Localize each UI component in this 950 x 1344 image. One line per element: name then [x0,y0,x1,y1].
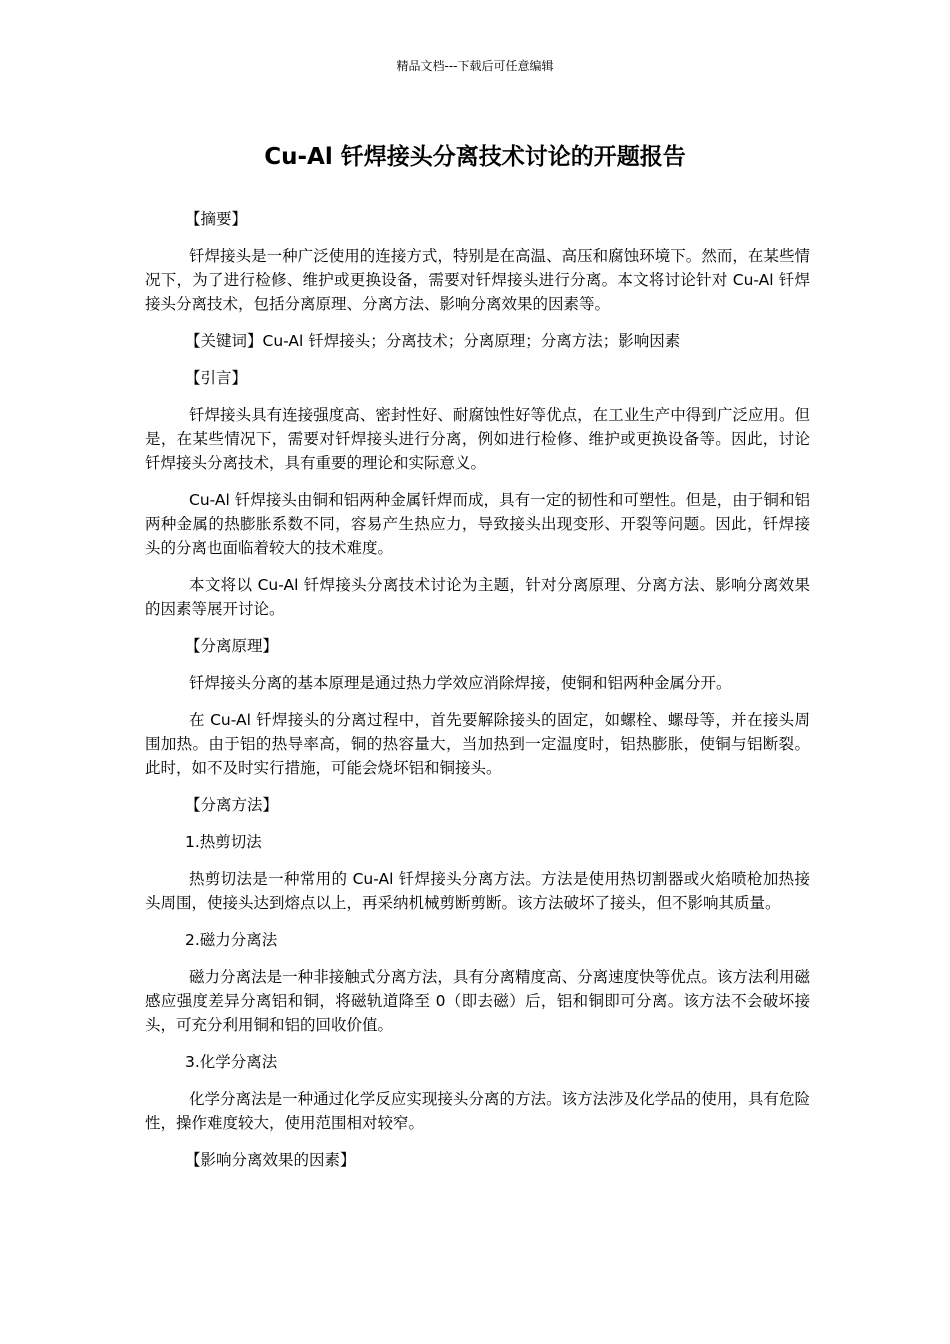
paragraph-principle-1: 钎焊接头分离的基本原理是通过热力学效应消除焊接，使铜和铝两种金属分开。 [189,674,732,692]
section-heading-introduction: 【引言】 [185,369,248,387]
header-note: 精品文档---下载后可任意编辑 [396,59,554,73]
paragraph-intro-2: Cu-Al 钎焊接头由铜和铝两种金属钎焊而成，具有一定的韧性和可塑性。但是，由于铜和铝两种金属的热膨胀系数不同，容易产生热应力，导致接头出现变形、开裂等问题。因此，钎焊接头的分离也面临着较大的技术难度。 [145,491,810,557]
paragraph-intro-3: 本文将以 Cu-Al 钎焊接头分离技术讨论为主题，针对分离原理、分离方法、影响分离效果的因素等展开讨论。 [145,576,810,618]
paragraph-hot-shear: 热剪切法是一种常用的 Cu-Al 钎焊接头分离方法。方法是使用热切割器或火焰喷枪加热接头周围，使接头达到熔点以上，再采纳机械剪断剪断。该方法破坏了接头，但不影响其质量。 [145,870,810,912]
paragraph-intro-1: 钎焊接头具有连接强度高、密封性好、耐腐蚀性好等优点，在工业生产中得到广泛应用。但是，在某些情况下，需要对钎焊接头进行分离，例如进行检修、维护或更换设备等。因此，讨论钎焊接头分离技术，具有重要的理论和实际意义。 [145,406,810,472]
paragraph-abstract: 钎焊接头是一种广泛使用的连接方式，特别是在高温、高压和腐蚀环境下。然而，在某些情况下，为了进行检修、维护或更换设备，需要对钎焊接头进行分离。本文将讨论针对 Cu-Al 钎焊接头分离技术，包括分离原理、分离方法、影响分离效果的因素等。 [145,247,810,313]
paragraph-principle-2: 在 Cu-Al 钎焊接头的分离过程中，首先要解除接头的固定，如螺栓、螺母等，并在接头周围加热。由于铝的热导率高，铜的热容量大，当加热到一定温度时，铝热膨胀，使铜与铝断裂。此时，如不及时实行措施，可能会烧坏铝和铜接头。 [145,711,810,777]
document-body [145,207,810,1185]
paragraph-magnetic: 磁力分离法是一种非接触式分离方法，具有分离精度高、分离速度快等优点。该方法利用磁感应强度差异分离铝和铜，将磁轨道降至 0（即去磁）后，铝和铜即可分离。该方法不会破坏接头，可充分利用铜和铝的回收价值。 [145,968,810,1034]
section-heading-factors: 【影响分离效果的因素】 [185,1151,356,1169]
section-heading-abstract: 【摘要】 [185,210,248,228]
section-heading-methods: 【分离方法】 [185,796,279,814]
document-title: Cu-Al 钎焊接头分离技术讨论的开题报告 [264,144,686,170]
section-heading-principle: 【分离原理】 [185,637,279,655]
subheading-hot-shear: 1.热剪切法 [185,833,262,851]
subheading-chemical: 3.化学分离法 [185,1053,278,1071]
subheading-magnetic: 2.磁力分离法 [185,931,278,949]
keywords-line: 【关键词】Cu-Al 钎焊接头；分离技术；分离原理；分离方法；影响因素 [185,332,681,350]
paragraph-chemical: 化学分离法是一种通过化学反应实现接头分离的方法。该方法涉及化学品的使用，具有危险性，操作难度较大，使用范围相对较窄。 [145,1090,810,1132]
